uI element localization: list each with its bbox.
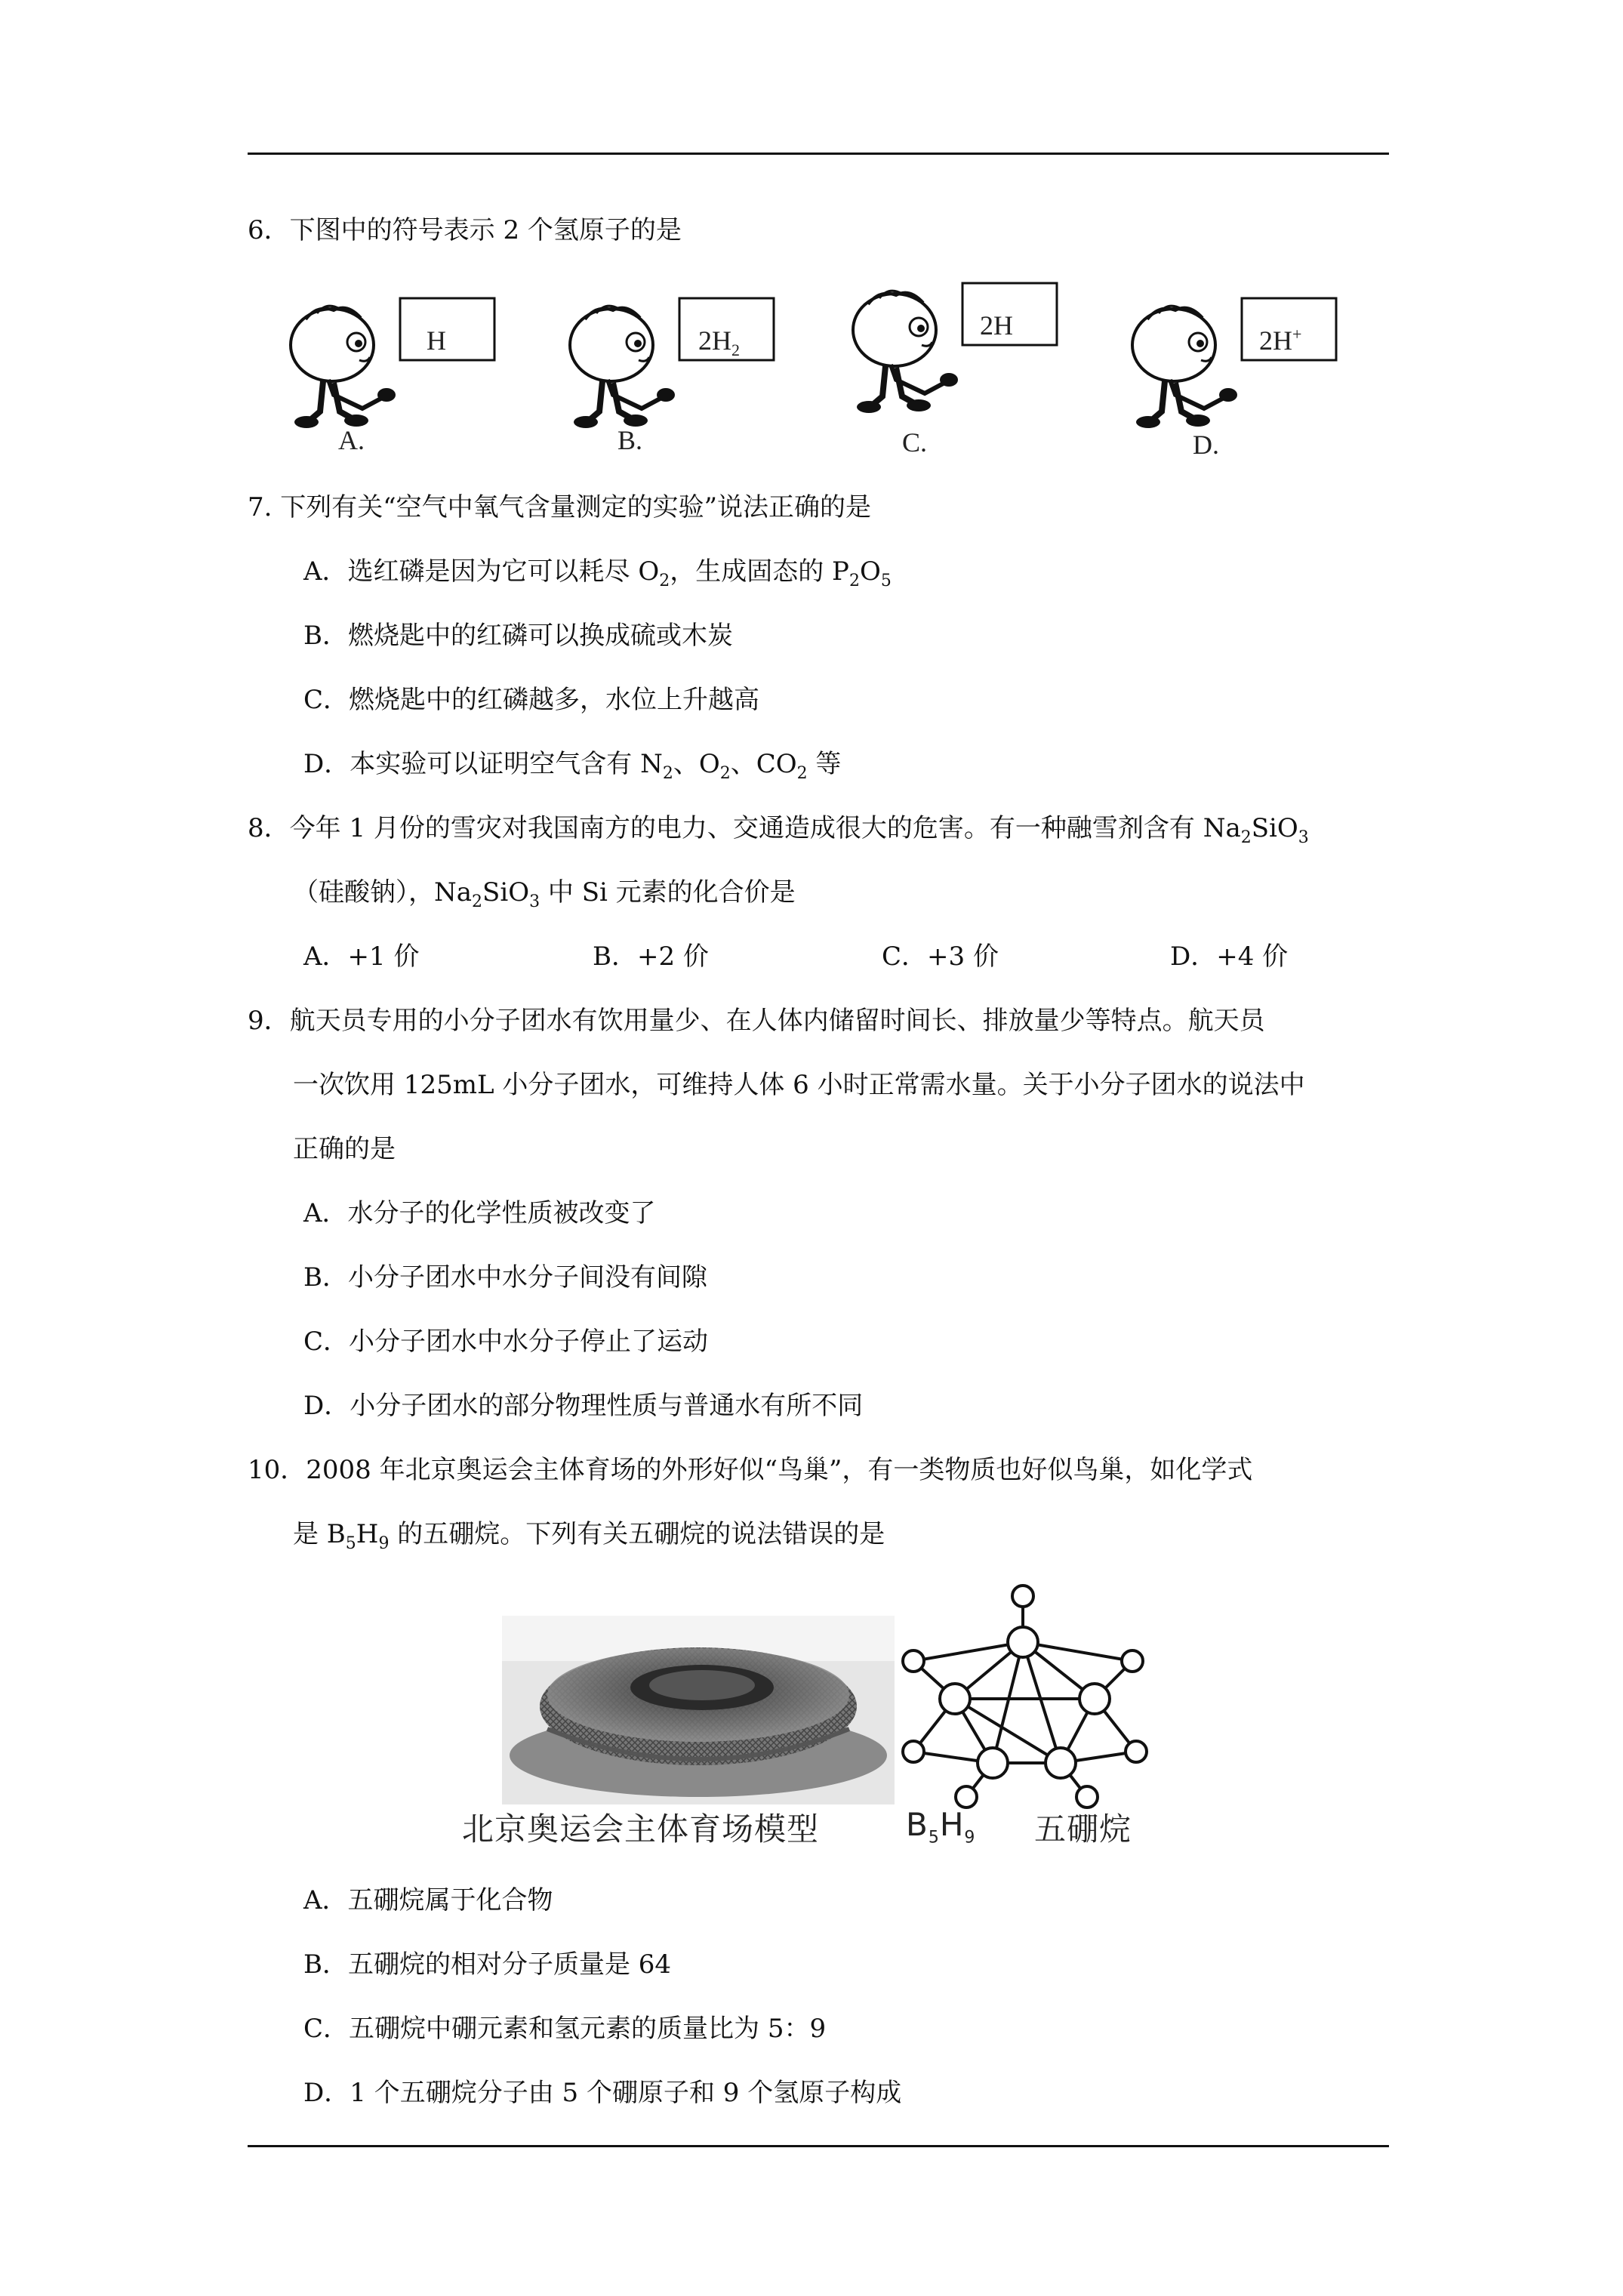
q6-label-a: A. — [338, 425, 365, 455]
q7-option-d: D．本实验可以证明空气含有 $N_2$、$O_2$、$CO_2$ 等 — [303, 749, 842, 783]
q6-label-c: C. — [902, 427, 928, 458]
q6-sign-a: H — [427, 325, 446, 356]
q7-option-c: C．燃烧匙中的红磷越多，水位上升越高 — [303, 685, 760, 715]
q10-option-d: D．1 个五硼烷分子由 5 个硼原子和 9 个氢原子构成 — [303, 2078, 902, 2108]
atom-b — [940, 1684, 970, 1714]
q8-stem-line1: 8．今年 1 月份的雪灾对我国南方的电力、交通造成很大的危害。有一种融雪剂含有 $Na_2SiO_3$ — [248, 813, 1309, 847]
q7-option-b: B．燃烧匙中的红磷可以换成硫或木炭 — [303, 621, 733, 651]
q10-option-b: B．五硼烷的相对分子质量是 64 — [303, 1949, 672, 1980]
q9-stem-line3: 正确的是 — [293, 1134, 396, 1164]
q9-stem-line2: 一次饮用 125mL 小分子团水，可维持人体 6 小时正常需水量。关于小分子团水的说法中 — [293, 1070, 1305, 1100]
header-rule — [248, 153, 1389, 155]
figure-caption-formula: $B_5H_9$ — [906, 1806, 976, 1848]
q6-stem: 6．下图中的符号表示 2 个氢原子的是 — [248, 215, 682, 245]
q9-option-b: B．小分子团水中水分子间没有间隙 — [303, 1262, 707, 1293]
q6-label-b: B. — [617, 425, 643, 455]
q6-label-d: D. — [1193, 430, 1219, 460]
atom-h — [1012, 1586, 1033, 1607]
q6-option-d — [1132, 298, 1336, 428]
q10-stem-line1: 10．2008 年北京奥运会主体育场的外形好似“鸟巢”，有一类物质也好似鸟巢，如化学式 — [248, 1455, 1253, 1485]
atom-h — [1126, 1741, 1147, 1762]
q8-option-d: D．+4 价 — [1170, 942, 1289, 972]
q10-option-c: C．五硼烷中硼元素和氢元素的质量比为 5：9 — [303, 2014, 827, 2044]
figure-caption-stadium: 北京奥运会主体育场模型 — [462, 1811, 820, 1848]
atom-h — [903, 1650, 924, 1672]
q10-option-a: A．五硼烷属于化合物 — [303, 1885, 553, 1915]
q6-figure — [287, 276, 1419, 472]
figure-caption-pentaborane: 五硼烷 — [1034, 1811, 1132, 1848]
q9-option-d: D．小分子团水的部分物理性质与普通水有所不同 — [303, 1391, 864, 1421]
atom-h — [1122, 1650, 1143, 1672]
q8-stem-line2: （硅酸钠），$Na_2SiO_3$ 中 Si 元素的化合价是 — [293, 877, 796, 911]
q6-sign-c: 2H — [980, 310, 1013, 341]
pentaborane-structure — [883, 1578, 1170, 1812]
q8-option-a: A．+1 价 — [303, 942, 420, 972]
stadium-model-photo — [502, 1616, 895, 1804]
atom-b — [1046, 1748, 1076, 1778]
q6-sign-d: 2H+ — [1259, 325, 1302, 356]
q9-stem-line1: 9．航天员专用的小分子团水有饮用量少、在人体内储留时间长、排放量少等特点。航天员 — [248, 1006, 1265, 1036]
atom-h — [956, 1786, 977, 1808]
atom-h — [903, 1741, 924, 1762]
q7-option-a: A．选红磷是因为它可以耗尽 $O_2$，生成固态的 $P_2O_5$ — [303, 556, 892, 590]
footer-rule — [248, 2145, 1389, 2147]
sign-box — [400, 298, 494, 360]
q6-sign-b: $2H_2$ — [698, 325, 740, 360]
q10-stem-line2: 是 $B_5H_9$ 的五硼烷。下列有关五硼烷的说法错误的是 — [293, 1519, 885, 1553]
q8-option-b: B．+2 价 — [593, 942, 709, 972]
q9-option-a: A．水分子的化学性质被改变了 — [303, 1198, 656, 1228]
q9-option-c: C．小分子团水中水分子停止了运动 — [303, 1327, 709, 1357]
atom-b — [978, 1748, 1008, 1778]
atom-b — [1079, 1684, 1110, 1714]
q6-option-a — [291, 298, 494, 428]
q8-option-c: C．+3 价 — [882, 942, 999, 972]
q7-stem: 7. 下列有关“空气中氧气含量测定的实验”说法正确的是 — [248, 492, 872, 522]
q6-option-b — [570, 298, 774, 428]
atom-b — [1008, 1627, 1038, 1657]
q6-option-c — [853, 283, 1057, 413]
